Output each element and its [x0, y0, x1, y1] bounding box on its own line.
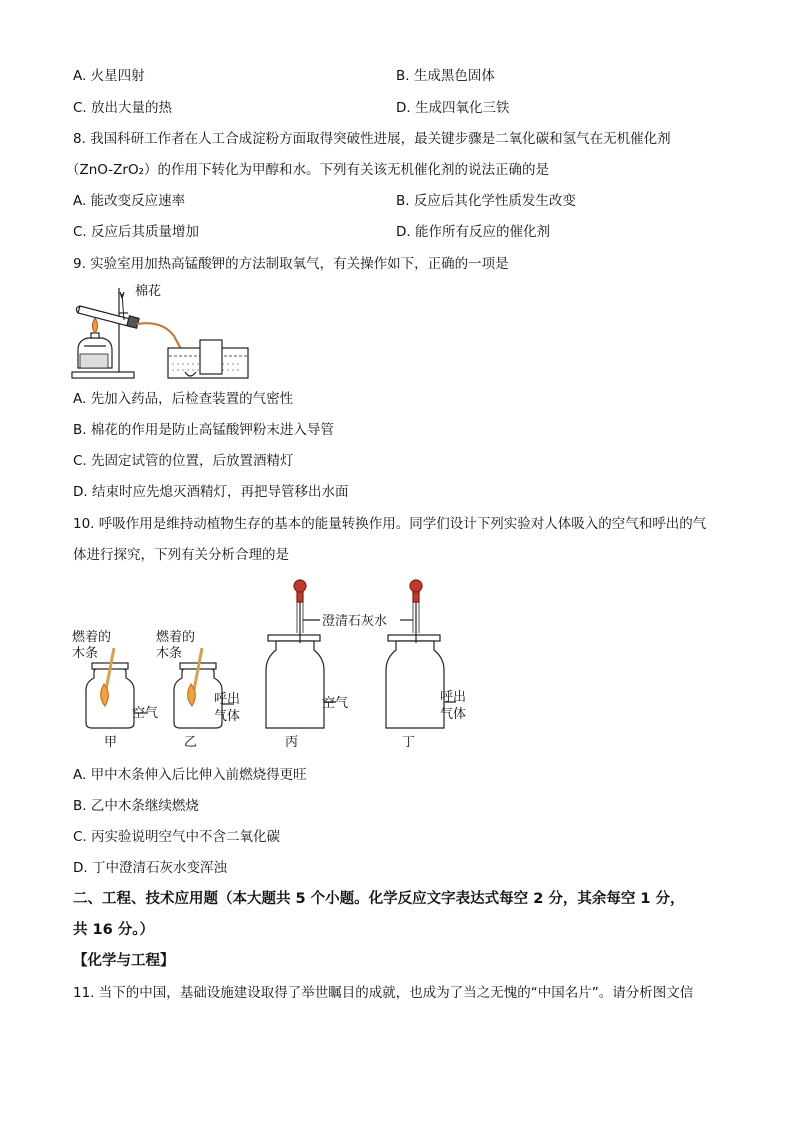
q8-option-b: B. 反应后其化学性质发生改变 [396, 193, 576, 209]
q9-option-b: B. 棉花的作用是防止高锰酸钾粉末进入导管 [73, 422, 334, 438]
q11-stem-line1: 11. 当下的中国，基础设施建设取得了举世瞩目的成就，也成为了当之无愧的“中国名片”。请分析图文信 [73, 985, 694, 1001]
q9-stem: 9. 实验室用加热高锰酸钾的方法制取氧气，有关操作如下，正确的一项是 [73, 256, 509, 272]
ding-exhaled-label-1: 呼出 [440, 690, 467, 705]
ding-exhaled-label-2: 气体 [440, 707, 467, 722]
bing-air-label: 空气 [322, 696, 349, 711]
q8-option-c: C. 反应后其质量增加 [73, 224, 200, 240]
oxygen-apparatus-figure [72, 280, 272, 380]
yi-burning-stick-label-1: 燃着的 [156, 630, 196, 645]
q9-option-d: D. 结束时应先熄灭酒精灯，再把导管移出水面 [73, 484, 349, 500]
label-bing: 丙 [285, 735, 299, 750]
jia-burning-stick-label-2: 木条 [72, 646, 99, 661]
respiration-experiment-figure [70, 578, 490, 758]
jia-air-label: 空气 [132, 706, 159, 721]
section2-heading-line1: 二、工程、技术应用题（本大题共 5 个小题。化学反应文字表达式每空 2 分，其余每空 1 分， [73, 891, 685, 907]
q9-option-c: C. 先固定试管的位置，后放置酒精灯 [73, 453, 294, 469]
q10-stem-line1: 10. 呼吸作用是维持动植物生存的基本的能量转换作用。同学们设计下列实验对人体吸入的空气和呼出的气 [73, 516, 707, 532]
yi-exhaled-label-1: 呼出 [214, 692, 241, 707]
q7-option-d: D. 生成四氧化三铁 [396, 100, 510, 116]
q7-option-b: B. 生成黑色固体 [396, 68, 495, 84]
q8-stem-line2: （ZnO-ZrO₂）的作用下转化为甲醇和水。下列有关该无机催化剂的说法正确的是 [66, 162, 550, 178]
yi-burning-stick-label-2: 木条 [156, 646, 183, 661]
limewater-label: 澄清石灰水 [322, 614, 388, 629]
q8-stem-line1: 8. 我国科研工作者在人工合成淀粉方面取得突破性进展，最关键步骤是二氧化碳和氢气在无机催化剂 [73, 131, 671, 147]
q8-option-a: A. 能改变反应速率 [73, 193, 186, 209]
q10-option-c: C. 丙实验说明空气中不含二氧化碳 [73, 829, 281, 845]
q9-option-a: A. 先加入药品，后检查装置的气密性 [73, 391, 294, 407]
q10-option-d: D. 丁中澄清石灰水变浑浊 [73, 860, 227, 876]
section2-heading-line2: 共 16 分。） [73, 922, 155, 938]
q10-option-a: A. 甲中木条伸入后比伸入前燃烧得更旺 [73, 767, 307, 783]
label-jia: 甲 [104, 735, 118, 750]
cotton-label: 棉花 [135, 284, 162, 299]
q10-option-b: B. 乙中木条继续燃烧 [73, 798, 199, 814]
jia-burning-stick-label-1: 燃着的 [72, 630, 112, 645]
section2-subheading: 【化学与工程】 [73, 953, 175, 969]
q7-option-c: C. 放出大量的热 [73, 100, 173, 116]
yi-exhaled-label-2: 气体 [214, 709, 241, 724]
q7-option-a: A. 火星四射 [73, 68, 145, 84]
label-yi: 乙 [184, 735, 198, 750]
q10-stem-line2: 体进行探究，下列有关分析合理的是 [73, 547, 289, 563]
q8-option-d: D. 能作所有反应的催化剂 [396, 224, 550, 240]
label-ding: 丁 [402, 735, 416, 750]
